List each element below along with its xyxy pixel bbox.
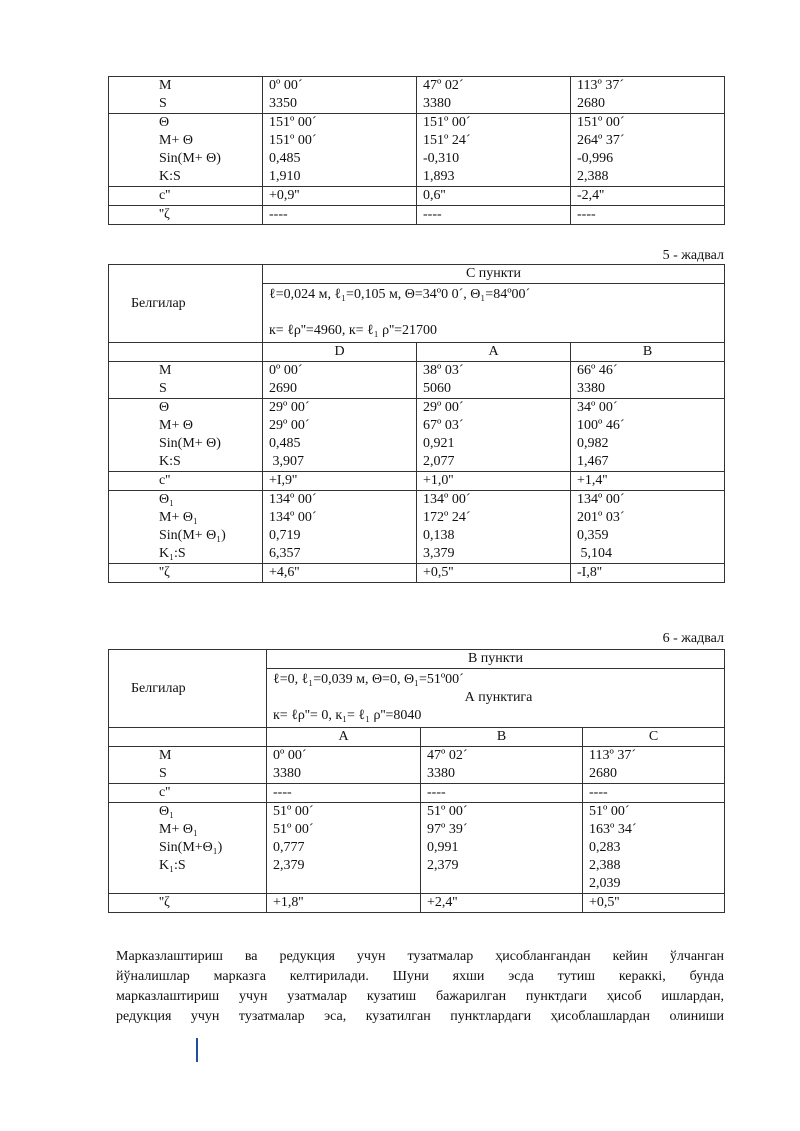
cell-line: 51º 00ˊ xyxy=(427,804,468,819)
cell-line: M+ Θ₁ xyxy=(159,510,198,525)
cell-line: 38º 03ˊ xyxy=(423,363,464,378)
value-cell xyxy=(263,399,417,472)
cell-line: 134º 00ˊ xyxy=(577,492,625,507)
value-cell xyxy=(263,77,417,114)
row-label-cell xyxy=(109,747,267,784)
cell-line: 1,467 xyxy=(577,454,609,469)
table-row xyxy=(109,206,725,225)
value-cell xyxy=(421,803,583,894)
cell-line: 0,485 xyxy=(269,151,301,166)
cell-line: 0,283 xyxy=(589,840,621,855)
cell-line: 3380 xyxy=(577,381,605,396)
body-paragraph xyxy=(116,947,724,1027)
row-label-cell xyxy=(109,784,267,803)
value-cell xyxy=(421,784,583,803)
cell-line: Sin(M+ Θ) xyxy=(159,436,221,451)
cell-line: Θ₁ xyxy=(159,492,174,507)
row-label-cell xyxy=(109,399,263,472)
cell-line: 151º 00ˊ xyxy=(423,115,471,130)
cell-line: 0,719 xyxy=(269,528,301,543)
cell-line: ---- xyxy=(273,785,292,800)
cell-line: 2,039 xyxy=(589,876,621,891)
column-header: D xyxy=(263,343,417,362)
cell-line: 29º 00ˊ xyxy=(269,400,310,415)
cell-line: K₁:S xyxy=(159,546,186,561)
text-cursor xyxy=(196,1038,198,1062)
cell-line: 97º 39ˊ xyxy=(427,822,468,837)
cell-line: 29º 00ˊ xyxy=(423,400,464,415)
value-cell xyxy=(417,472,571,491)
column-header: C xyxy=(583,728,725,747)
cell-line: 151º 00ˊ xyxy=(577,115,625,130)
cell-line: 134º 00ˊ xyxy=(269,510,317,525)
cell-line: 47º 02ˊ xyxy=(427,748,468,763)
cell-line: 172º 24ˊ xyxy=(423,510,471,525)
cell-line: K:S xyxy=(159,169,181,184)
cell-line: 2690 xyxy=(269,381,297,396)
cell-line: 2,379 xyxy=(273,858,305,873)
cell-line: 6,357 xyxy=(269,546,301,561)
cell-line: c'' xyxy=(159,473,171,488)
cell-line: +0,5'' xyxy=(589,895,620,910)
table5-caption: 5 - жадвал xyxy=(662,248,724,263)
row-label-cell xyxy=(109,187,263,206)
paragraph-line: Марказлаштириш ва редукция учун тузатмалар ҳисоблангандан кейин ўлчанган xyxy=(116,949,724,964)
cell-line: 264º 37ˊ xyxy=(577,133,625,148)
table-row xyxy=(109,784,725,803)
value-cell xyxy=(571,472,725,491)
value-cell xyxy=(571,114,725,187)
cell-line: M+ Θ xyxy=(159,418,193,433)
cell-line: 151º 24ˊ xyxy=(423,133,471,148)
cell-line: 2680 xyxy=(589,766,617,781)
cell-line: ---- xyxy=(269,207,288,222)
cell-line: Sin(M+ Θ) xyxy=(159,151,221,166)
value-cell xyxy=(263,472,417,491)
table-row xyxy=(109,472,725,491)
value-cell xyxy=(263,491,417,564)
cell-line: 3,379 xyxy=(423,546,455,561)
cell-line: 0,921 xyxy=(423,436,455,451)
cell-line: ---- xyxy=(577,207,596,222)
table-row xyxy=(109,564,725,583)
table-row xyxy=(109,803,725,894)
label-header: Белгилар xyxy=(109,650,267,728)
cell-line: 0,991 xyxy=(427,840,459,855)
cell-line: S xyxy=(159,96,167,111)
paragraph-line: марказлаштириш учун узатмалар кузатиш бажарилган пунктдаги ҳисоб ишлардан, xyxy=(116,989,724,1004)
value-cell xyxy=(417,564,571,583)
cell-line: 1,910 xyxy=(269,169,301,184)
cell-line: S xyxy=(159,381,167,396)
value-cell xyxy=(571,362,725,399)
value-cell xyxy=(417,399,571,472)
row-label-cell xyxy=(109,803,267,894)
cell-line: ''ζ xyxy=(159,565,170,580)
cell-line: 100º 46ˊ xyxy=(577,418,625,433)
table-row xyxy=(109,187,725,206)
row-label-cell xyxy=(109,472,263,491)
row-label-cell xyxy=(109,564,263,583)
cell-line: Θ xyxy=(159,400,170,415)
cell-line: 151º 00ˊ xyxy=(269,115,317,130)
cell-line: 3380 xyxy=(427,766,455,781)
value-cell xyxy=(417,77,571,114)
cell-line: -0,996 xyxy=(577,151,614,166)
table-body xyxy=(109,747,725,913)
column-header: A xyxy=(267,728,421,747)
cell-line: ---- xyxy=(427,785,446,800)
row-label-cell xyxy=(109,362,263,399)
cell-line: 2680 xyxy=(577,96,605,111)
cell-line: 1,893 xyxy=(423,169,455,184)
cell-line: +0,5'' xyxy=(423,565,454,580)
value-cell xyxy=(267,803,421,894)
cell-line: 51º 00ˊ xyxy=(273,822,314,837)
cell-line: 51º 00ˊ xyxy=(273,804,314,819)
cell-line: +1,4'' xyxy=(577,473,608,488)
value-cell xyxy=(421,747,583,784)
cell-line: 0º 00ˊ xyxy=(269,78,303,93)
cell-line: M xyxy=(159,363,172,378)
cell-line: +4,6'' xyxy=(269,565,300,580)
cell-line: ''ζ xyxy=(159,207,170,222)
cell-line: 3380 xyxy=(273,766,301,781)
paragraph-line: йўналишлар марказга келтирилади. Шуни яхши эсда тутиш кераккi, бунда xyxy=(116,969,724,984)
cell-line: ''ζ xyxy=(159,895,170,910)
cell-line: 29º 00ˊ xyxy=(269,418,310,433)
value-cell xyxy=(583,894,725,913)
params-cell: ℓ=0,024 м, ℓ₁=0,105 м, Θ=34º0 0ˊ, Θ₁=84º00ˊ к= ℓρ''=4960, к= ℓ₁ ρ''=21700 xyxy=(263,284,725,343)
value-cell xyxy=(571,77,725,114)
cell-line: 134º 00ˊ xyxy=(423,492,471,507)
cell-line: 67º 03ˊ xyxy=(423,418,464,433)
cell-line: -2,4'' xyxy=(577,188,605,203)
cell-line: 47º 02ˊ xyxy=(423,78,464,93)
table-6 xyxy=(108,649,725,913)
cell-line: +1,8'' xyxy=(273,895,304,910)
cell-line: 201º 03ˊ xyxy=(577,510,625,525)
value-cell xyxy=(571,206,725,225)
params-cell: ℓ=0, ℓ₁=0,039 м, Θ=0, Θ₁=51º00ˊ А пунктига к= ℓρ''= 0, к₁= ℓ₁ ρ''=8040 xyxy=(267,669,725,728)
value-cell xyxy=(417,362,571,399)
value-cell xyxy=(263,362,417,399)
cell-line: c'' xyxy=(159,785,171,800)
row-label-cell xyxy=(109,206,263,225)
cell-line: 0,138 xyxy=(423,528,455,543)
cell-line: Sin(M+ Θ₁) xyxy=(159,528,226,543)
column-header: B xyxy=(571,343,725,362)
label-header: Белгилар xyxy=(109,265,263,343)
cell-line: 5,104 xyxy=(577,546,612,561)
table-row xyxy=(109,894,725,913)
column-header: A xyxy=(417,343,571,362)
cell-line: 3,907 xyxy=(269,454,304,469)
cell-line: 0,485 xyxy=(269,436,301,451)
table-5 xyxy=(108,264,725,583)
cell-line: +1,0'' xyxy=(423,473,454,488)
table-row xyxy=(109,77,725,114)
value-cell xyxy=(263,187,417,206)
cell-line: 3350 xyxy=(269,96,297,111)
value-cell xyxy=(263,114,417,187)
value-cell xyxy=(571,187,725,206)
cell-line: Sin(M+Θ₁) xyxy=(159,840,223,855)
cell-line: S xyxy=(159,766,167,781)
row-label-cell xyxy=(109,894,267,913)
value-cell xyxy=(583,803,725,894)
row-label-cell xyxy=(109,114,263,187)
cell-line: Θ xyxy=(159,115,170,130)
value-cell xyxy=(583,784,725,803)
table-row xyxy=(109,362,725,399)
value-cell xyxy=(267,894,421,913)
cell-line: -I,8'' xyxy=(577,565,602,580)
row-label-cell xyxy=(109,491,263,564)
cell-line: 34º 00ˊ xyxy=(577,400,618,415)
value-cell xyxy=(267,784,421,803)
cell-line: M xyxy=(159,78,172,93)
cell-line: 0º 00ˊ xyxy=(273,748,307,763)
value-cell xyxy=(571,399,725,472)
cell-line: K₁:S xyxy=(159,858,186,873)
cell-line: +2,4'' xyxy=(427,895,458,910)
value-cell xyxy=(263,206,417,225)
value-cell xyxy=(263,564,417,583)
cell-line: ---- xyxy=(423,207,442,222)
cell-line: 51º 00ˊ xyxy=(589,804,630,819)
cell-line: 0º 00ˊ xyxy=(269,363,303,378)
cell-line: 2,077 xyxy=(423,454,455,469)
paragraph-line: редукция учун тузатмалар эса, кузатилган пунктлардаги ҳисоблашлардан олиниши xyxy=(116,1009,724,1024)
cell-line: -0,310 xyxy=(423,151,460,166)
cell-line: M xyxy=(159,748,172,763)
column-header: B xyxy=(421,728,583,747)
value-cell xyxy=(417,114,571,187)
point-header: С пункти xyxy=(263,265,725,284)
value-cell xyxy=(421,894,583,913)
cell-line: 0,982 xyxy=(577,436,609,451)
cell-line: 66º 46ˊ xyxy=(577,363,618,378)
cell-line: M+ Θ xyxy=(159,133,193,148)
cell-line: Θ₁ xyxy=(159,804,174,819)
cell-line: ---- xyxy=(589,785,608,800)
table-body xyxy=(109,362,725,583)
value-cell xyxy=(417,206,571,225)
cell-line: 2,379 xyxy=(427,858,459,873)
cell-line: +I,9'' xyxy=(269,473,298,488)
row-label-cell xyxy=(109,77,263,114)
cell-line: 151º 00ˊ xyxy=(269,133,317,148)
table-row xyxy=(109,747,725,784)
cell-line: 2,388 xyxy=(577,169,609,184)
table-row xyxy=(109,114,725,187)
cell-line: 2,388 xyxy=(589,858,621,873)
value-cell xyxy=(267,747,421,784)
table-row xyxy=(109,491,725,564)
value-cell xyxy=(571,564,725,583)
value-cell xyxy=(571,491,725,564)
cell-line: M+ Θ₁ xyxy=(159,822,198,837)
cell-line: +0,9'' xyxy=(269,188,300,203)
table-body xyxy=(109,77,725,225)
cell-line: 163º 34ˊ xyxy=(589,822,637,837)
cell-line: 0,359 xyxy=(577,528,609,543)
value-cell xyxy=(583,747,725,784)
cell-line: 113º 37ˊ xyxy=(589,748,636,763)
table-row xyxy=(109,399,725,472)
point-header: В пункти xyxy=(267,650,725,669)
cell-line: 5060 xyxy=(423,381,451,396)
cell-line: 0,777 xyxy=(273,840,305,855)
cell-line: K:S xyxy=(159,454,181,469)
cell-line: 113º 37ˊ xyxy=(577,78,624,93)
cell-line: 3380 xyxy=(423,96,451,111)
table6-caption: 6 - жадвал xyxy=(662,631,724,646)
table-continued xyxy=(108,76,725,225)
value-cell xyxy=(417,491,571,564)
cell-line: 134º 00ˊ xyxy=(269,492,317,507)
cell-line: 0,6'' xyxy=(423,188,446,203)
cell-line: c'' xyxy=(159,188,171,203)
value-cell xyxy=(417,187,571,206)
